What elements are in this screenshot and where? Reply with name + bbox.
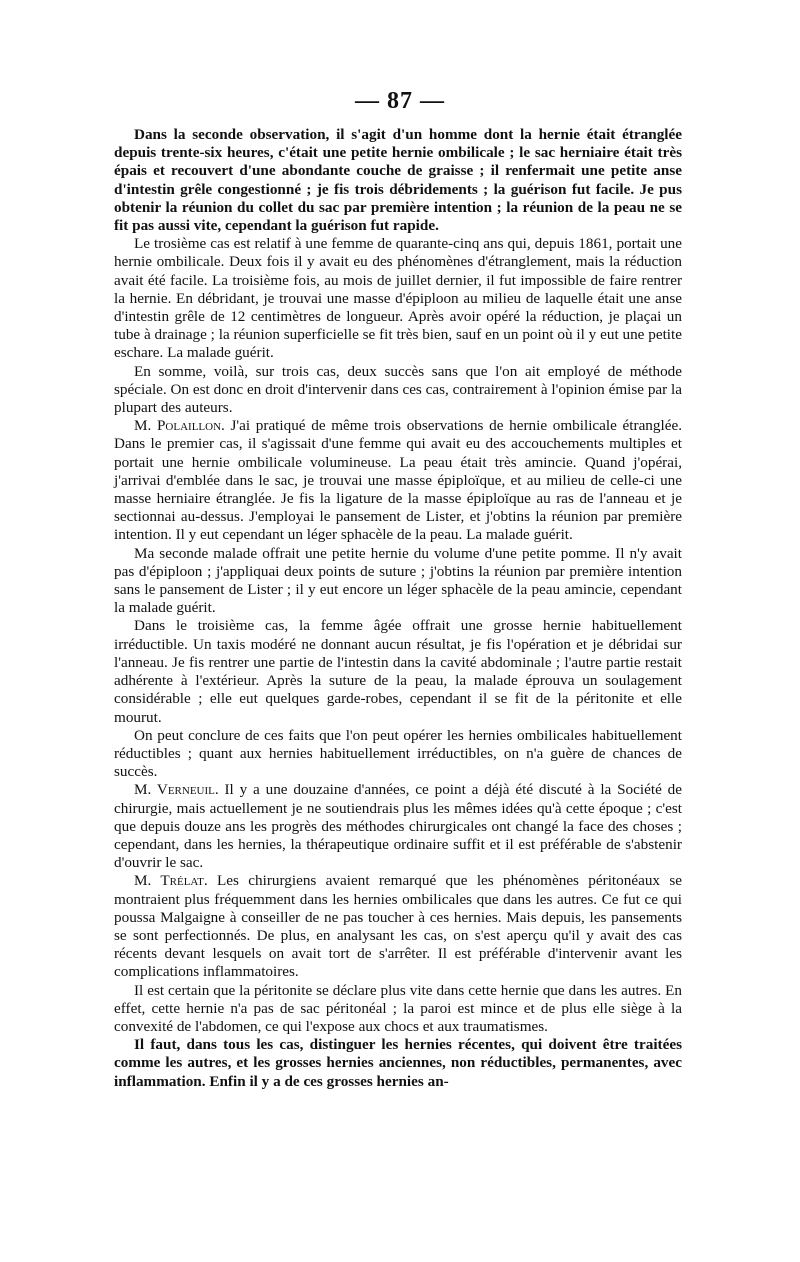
paragraph-8-text: Il y a une douzaine d'années, ce point a déjà été discuté à la Société de chirurgie, mais actuellement je ne soutiendrais plus les mêmes idées qu'à cette époque ; c'est que depuis douze ans les progrès des méthodes chirurgicales ont changé la face des choses ; cependant, dans les hernies, la thérapeutique ordinaire suffit et il est préférable de s'abstenir d'ouvrir le sac. [114,781,682,872]
body-text [114,126,682,1091]
paragraph-6: Dans le troisième cas, la femme âgée offrait une grosse hernie habituellement irréductible. Un taxis modéré ne donnant aucun résultat, je fis l'opération et je débridai sur l'anneau. Je fis rentrer une partie de l'intestin dans la cavité abdominale ; l'autre partie restait adhérente à l'extérieur. Après la suture de la peau, la malade éprouva un soulagement considérable ; elle eut quelques garde-robes, cependant il se fit de la péritonite et elle mourut. [114,617,682,726]
paragraph-4-text: J'ai pratiqué de même trois observations de hernie ombilicale étranglée. Dans le premier cas, il s'agissait d'une femme qui avait eu des accouchements multiples et portait une hernie ombilicale volumineuse. La peau était très amincie. Quand j'opérai, j'arrivai d'emblée dans le sac, je trouvai une masse épiploïque, et au milieu de celle-ci une masse herniaire étranglée. Je fis la ligature de la masse épiploïque au ras de l'anneau et je sectionnai au-dessus. J'employai le pansement de Lister, et j'obtins la réunion par première intention. Il y eut cependant un léger sphacèle de la peau. La malade guérit. [114,417,682,544]
speaker-verneuil: M. Verneuil. [134,781,219,799]
paragraph-5: Ma seconde malade offrait une petite hernie du volume d'une petite pomme. Il n'y avait pas d'épiploon ; j'appliquai deux points de suture ; j'obtins la réunion par première intention sans le pansement de Lister ; il y eut encore un léger sphacèle de la peau amincie, cependant la malade guérit. [114,544,682,617]
paragraph-8 [114,781,682,872]
paragraph-3: En somme, voilà, sur trois cas, deux succès sans que l'on ait employé de méthode spéciale. On est donc en droit d'intervenir dans ces cas, contrairement à l'opinion émise par la plupart des auteurs. [114,362,682,417]
page-number: — 87 — [355,88,445,114]
paragraph-10: Il est certain que la péritonite se déclare plus vite dans cette hernie que dans les autres. En effet, cette hernie n'a pas de sac péritonéal ; la paroi est mince et de plus elle siège à la convexité de l'abdomen, ce qui l'expose aux chocs et aux traumatismes. [114,981,682,1035]
paragraph-9 [114,872,682,981]
paragraph-2: Le trosième cas est relatif à une femme de quarante-cinq ans qui, depuis 1861, portait une hernie ombilicale. Deux fois il y avait eu des phénomènes d'étranglement, mais la réduction avait été facile. La troisième fois, au mois de juillet dernier, il fut impossible de faire rentrer la hernie. En débridant, je trouvai une masse d'épiploon au milieu de laquelle était une anse d'intestin grêle de 12 centimètres de longueur. Après avoir opéré la réduction, je plaçai un tube à drainage ; la réunion superficielle se fit très bien, sauf en un point où il y eut une petite eschare. La malade guérit. [114,235,682,362]
paragraph-9-text: Les chirurgiens avaient remarqué que les phénomènes péritonéaux se montraient plus fréquemment dans les hernies ombilicales que dans les autres. Ce fut ce qui poussa Malgaigne à conseiller de ne pas toucher à ces hernies. Mais depuis, les pansements se sont perfectionnés. De plus, en analysant les cas, on s'est aperçu qu'il y avait des cas récents devant lesquels on avait tort de s'arrêter. Il est préférable d'intervenir avant les complications inflammatoires. [114,872,682,981]
paragraph-4 [114,417,682,544]
speaker-polaillon: M. Polaillon. [134,417,225,435]
speaker-trelat: M. Trélat. [134,872,208,890]
paragraph-7: On peut conclure de ces faits que l'on peut opérer les hernies ombilicales habituellement réductibles ; quant aux hernies habituellement irréductibles, on n'a guère de chances de succès. [114,726,682,781]
paragraph-11: Il faut, dans tous les cas, distinguer les hernies récentes, qui doivent être traitées comme les autres, et les grosses hernies anciennes, non réductibles, permanentes, avec inflammation. Enfin il y a de ces grosses hernies an- [114,1036,682,1090]
paragraph-1: Dans la seconde observation, il s'agit d'un homme dont la hernie était étranglée depuis trente-six heures, c'était une petite hernie ombilicale ; le sac herniaire était très épais et recouvert d'une abondante couche de graisse ; il renfermait une petite anse d'intestin grêle congestionné ; je fis trois débridements ; la guérison fut facile. Je pus obtenir la réunion du collet du sac par première intention ; la réunion de la peau ne se fit pas aussi vite, cependant la guérison fut rapide. [114,126,682,235]
